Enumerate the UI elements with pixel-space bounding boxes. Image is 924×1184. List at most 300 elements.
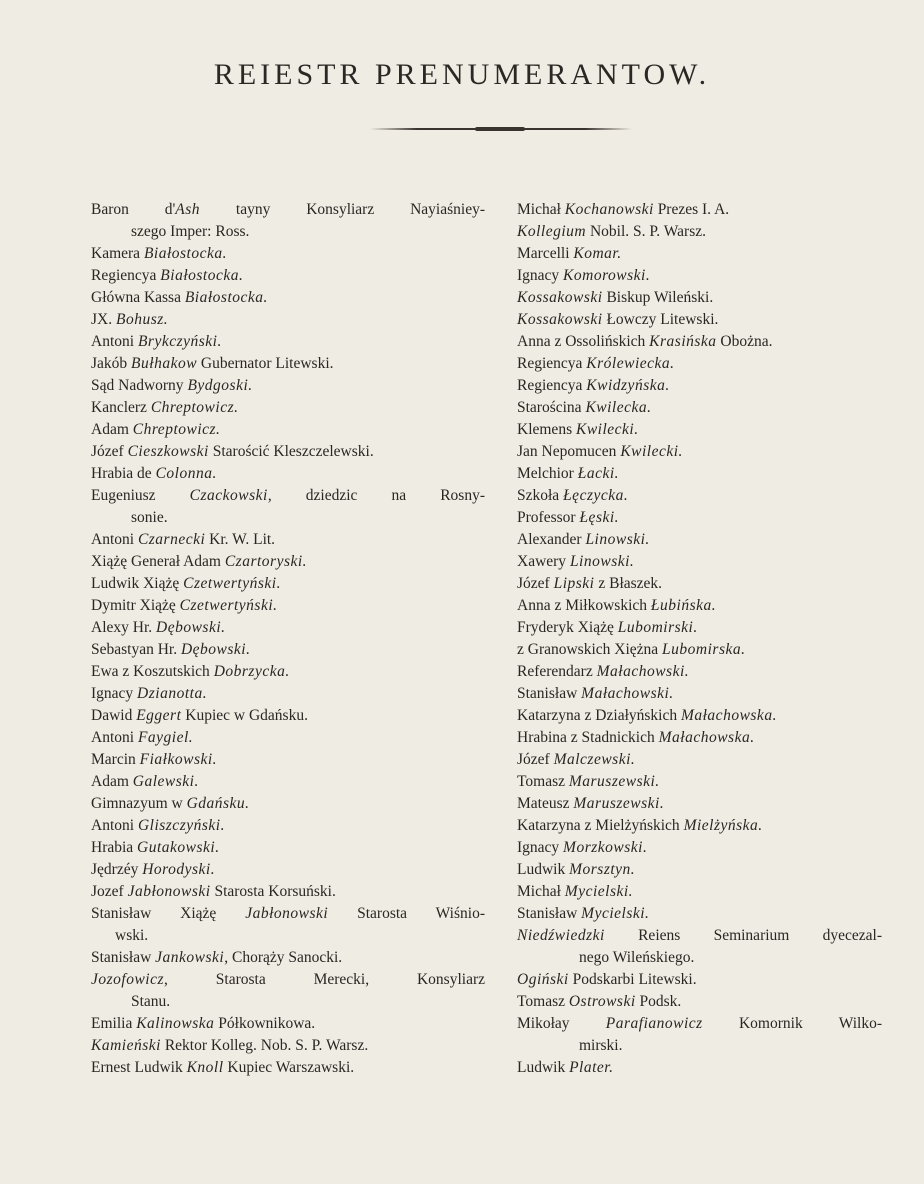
entry-text: Antoni bbox=[91, 729, 138, 746]
entry-line bbox=[517, 749, 882, 771]
subscriber-entry bbox=[517, 265, 882, 287]
surname-italic: Gliszczyński. bbox=[137, 817, 225, 834]
surname-italic: Maruszewski. bbox=[573, 795, 665, 812]
subscriber-entry bbox=[517, 815, 882, 837]
entry-line bbox=[517, 375, 882, 397]
entry-text: Podsk. bbox=[635, 993, 682, 1010]
entry-line bbox=[91, 1013, 485, 1035]
subscriber-entry bbox=[517, 309, 882, 331]
subscriber-entry bbox=[517, 925, 882, 969]
entry-text: Marcelli bbox=[517, 245, 574, 262]
entry-line bbox=[91, 815, 485, 837]
entry-text: Alexy Hr. bbox=[91, 619, 157, 636]
entry-text: Klemens bbox=[517, 421, 576, 438]
entry-text: Józef bbox=[517, 575, 554, 592]
entry-text: Hrabia de bbox=[91, 465, 156, 482]
subscriber-list-right-column bbox=[517, 199, 882, 1079]
entry-line bbox=[517, 903, 882, 925]
entry-line bbox=[91, 419, 485, 441]
subscriber-entry bbox=[91, 243, 485, 265]
surname-italic: Kwilecka. bbox=[585, 399, 652, 416]
subscriber-entry bbox=[91, 397, 485, 419]
subscriber-entry bbox=[517, 881, 882, 903]
entry-line bbox=[91, 903, 485, 925]
entry-text: Jan Nepomucen bbox=[517, 443, 621, 460]
subscriber-entry bbox=[517, 705, 882, 727]
surname-italic: Komar. bbox=[573, 245, 622, 262]
entry-text: , Starosta Merecki, Konsyliarz bbox=[164, 971, 485, 988]
surname-italic: Kwilecki. bbox=[575, 421, 639, 438]
entry-text: sonie. bbox=[131, 509, 168, 526]
subscriber-entry bbox=[517, 529, 882, 551]
entry-line bbox=[517, 1057, 882, 1079]
subscriber-entry bbox=[91, 1057, 485, 1079]
surname-italic: Białostocka. bbox=[143, 245, 227, 262]
entry-text: Marcin bbox=[91, 751, 140, 768]
entry-text: Jakób bbox=[91, 355, 132, 372]
entry-line bbox=[517, 419, 882, 441]
entry-text: Sebastyan Hr. bbox=[91, 641, 181, 658]
entry-text: szego Imper: Ross. bbox=[131, 223, 250, 240]
subscriber-entry bbox=[517, 639, 882, 661]
entry-text: Ernest Ludwik bbox=[91, 1059, 187, 1076]
entry-line bbox=[91, 793, 485, 815]
surname-italic: Kamieński bbox=[91, 1037, 161, 1054]
entry-text: Główna Kassa bbox=[91, 289, 185, 306]
subscriber-entry bbox=[91, 969, 485, 1013]
entry-line bbox=[91, 661, 485, 683]
entry-text: Professor bbox=[517, 509, 580, 526]
surname-italic: Dębowski. bbox=[156, 619, 226, 636]
entry-text: Stanu. bbox=[131, 993, 171, 1010]
entry-text: z Błaszek. bbox=[594, 575, 663, 592]
subscriber-entry bbox=[91, 617, 485, 639]
entry-text: Baron d' bbox=[91, 201, 176, 218]
surname-italic: Komorowski. bbox=[563, 267, 651, 284]
entry-text: Antoni bbox=[91, 531, 138, 548]
subscriber-entry bbox=[91, 793, 485, 815]
surname-italic: Lipski bbox=[553, 575, 595, 592]
entry-text: Józef bbox=[91, 443, 128, 460]
entry-text: Obożna. bbox=[716, 333, 773, 350]
entry-line bbox=[517, 353, 882, 375]
subscriber-entry bbox=[91, 573, 485, 595]
subscriber-entry bbox=[91, 309, 485, 331]
entry-text: Reiens Seminarium dyecezal- bbox=[604, 927, 882, 944]
surname-italic: Kwidzyńska. bbox=[586, 377, 670, 394]
surname-italic: Chreptowicz. bbox=[150, 399, 239, 416]
entry-text: Michał bbox=[517, 201, 565, 218]
subscriber-entry bbox=[91, 683, 485, 705]
surname-italic: Morsztyn. bbox=[569, 861, 636, 878]
subscriber-entry bbox=[517, 617, 882, 639]
surname-italic: Małachowska. bbox=[680, 707, 777, 724]
entry-text: Antoni bbox=[91, 333, 138, 350]
subscriber-entry bbox=[91, 199, 485, 243]
surname-italic: Łęczycka. bbox=[563, 487, 629, 504]
surname-italic: Czetwertyński. bbox=[183, 575, 281, 592]
entry-text: Ludwik bbox=[517, 861, 570, 878]
entry-text: Starościna bbox=[517, 399, 586, 416]
entry-text: Kr. W. Lit. bbox=[205, 531, 276, 548]
entry-line bbox=[91, 749, 485, 771]
entry-line bbox=[517, 661, 882, 683]
subscriber-entry bbox=[517, 771, 882, 793]
subscriber-entry bbox=[517, 463, 882, 485]
entry-text: Dymitr Xiążę bbox=[91, 597, 180, 614]
subscriber-entry bbox=[91, 595, 485, 617]
surname-italic: Białostocka. bbox=[184, 289, 268, 306]
surname-italic: Knoll bbox=[186, 1059, 224, 1076]
entry-text: Xiążę Generał Adam bbox=[91, 553, 225, 570]
entry-line bbox=[91, 441, 485, 463]
surname-italic: Ogiński bbox=[517, 971, 569, 988]
entry-text: Starościć Kleszczelewski. bbox=[208, 443, 374, 460]
subscriber-entry bbox=[517, 969, 882, 991]
entry-text: Mateusz bbox=[517, 795, 574, 812]
surname-italic: Bułhakow bbox=[131, 355, 198, 372]
entry-line bbox=[91, 771, 485, 793]
entry-line bbox=[91, 199, 485, 221]
entry-text: Łowczy Litewski. bbox=[602, 311, 719, 328]
subscriber-entry bbox=[517, 287, 882, 309]
subscriber-entry bbox=[517, 1057, 882, 1079]
surname-italic: Mielżyńska. bbox=[683, 817, 763, 834]
entry-line bbox=[517, 595, 882, 617]
subscriber-entry bbox=[91, 639, 485, 661]
surname-italic: Małachowski. bbox=[581, 685, 674, 702]
subscriber-entry bbox=[517, 441, 882, 463]
entry-line bbox=[517, 617, 882, 639]
entry-text: Hrabia bbox=[91, 839, 138, 856]
surname-italic: Malczewski. bbox=[553, 751, 636, 768]
surname-italic: Dobrzycka. bbox=[213, 663, 290, 680]
subscriber-entry bbox=[91, 331, 485, 353]
subscriber-entry bbox=[91, 463, 485, 485]
subscriber-entry bbox=[517, 595, 882, 617]
surname-italic: Jankowski bbox=[155, 949, 225, 966]
subscriber-entry bbox=[517, 991, 882, 1013]
subscriber-entry bbox=[91, 1035, 485, 1057]
subscriber-entry bbox=[517, 1013, 882, 1057]
entry-line bbox=[91, 617, 485, 639]
surname-italic: Linowski. bbox=[585, 531, 650, 548]
subscriber-entry bbox=[91, 419, 485, 441]
entry-text: Stanisław bbox=[517, 685, 582, 702]
entry-text: , dziedzic na Rosny- bbox=[267, 487, 485, 504]
entry-line bbox=[517, 1013, 882, 1035]
entry-text: Gubernator Litewski. bbox=[197, 355, 334, 372]
entry-line bbox=[91, 969, 485, 991]
entry-text: Katarzyna z Działyńskich bbox=[517, 707, 681, 724]
surname-italic: Łęski. bbox=[579, 509, 620, 526]
surname-italic: Kalinowska bbox=[136, 1015, 215, 1032]
subscriber-entry bbox=[517, 419, 882, 441]
entry-text: Ignacy bbox=[91, 685, 138, 702]
subscriber-entry bbox=[517, 353, 882, 375]
subscriber-entry bbox=[91, 485, 485, 529]
entry-text: Anna z Miłkowskich bbox=[517, 597, 651, 614]
entry-line bbox=[91, 485, 485, 507]
entry-text: mirski. bbox=[579, 1037, 623, 1054]
entry-line bbox=[91, 309, 485, 331]
entry-text: Gimnazyum w bbox=[91, 795, 187, 812]
subscriber-entry bbox=[517, 331, 882, 353]
entry-line bbox=[91, 265, 485, 287]
surname-italic: Kossakowski bbox=[517, 289, 603, 306]
entry-text: Adam bbox=[91, 773, 133, 790]
subscriber-entry bbox=[91, 1013, 485, 1035]
entry-text: Nobil. S. P. Warsz. bbox=[586, 223, 706, 240]
subscriber-entry bbox=[91, 441, 485, 463]
entry-line bbox=[91, 507, 485, 529]
entry-line bbox=[91, 221, 485, 243]
entry-text: Półkownikowa. bbox=[214, 1015, 316, 1032]
entry-text: Jozef bbox=[91, 883, 128, 900]
subscriber-entry bbox=[91, 551, 485, 573]
entry-text: Starosta Korsuński. bbox=[210, 883, 336, 900]
surname-italic: Czartoryski. bbox=[224, 553, 308, 570]
surname-italic: Czetwertyński. bbox=[179, 597, 278, 614]
subscriber-entry bbox=[91, 265, 485, 287]
entry-text: Regiencya bbox=[91, 267, 161, 284]
entry-line bbox=[517, 925, 882, 947]
surname-italic: Galewski. bbox=[132, 773, 199, 790]
surname-italic: Colonna. bbox=[155, 465, 217, 482]
subscriber-entry bbox=[91, 837, 485, 859]
entry-line bbox=[91, 243, 485, 265]
subscriber-entry bbox=[517, 551, 882, 573]
entry-line bbox=[91, 375, 485, 397]
subscriber-entry bbox=[91, 353, 485, 375]
subscriber-entry bbox=[91, 287, 485, 309]
subscriber-entry bbox=[517, 837, 882, 859]
entry-text: Biskup Wileński. bbox=[602, 289, 714, 306]
entry-line bbox=[517, 265, 882, 287]
entry-text: Ignacy bbox=[517, 839, 564, 856]
entry-text: Ignacy bbox=[517, 267, 564, 284]
entry-text: Fryderyk Xiążę bbox=[517, 619, 618, 636]
entry-text: Stanisław bbox=[517, 905, 582, 922]
surname-italic: Jabłonowski bbox=[245, 905, 329, 922]
surname-italic: Horodyski. bbox=[142, 861, 216, 878]
surname-italic: Bydgoski. bbox=[187, 377, 253, 394]
entry-line bbox=[517, 727, 882, 749]
surname-italic: Eggert bbox=[136, 707, 182, 724]
entry-line bbox=[517, 837, 882, 859]
entry-line bbox=[517, 815, 882, 837]
entry-text: Kamera bbox=[91, 245, 144, 262]
entry-text: Kupiec w Gdańsku. bbox=[181, 707, 308, 724]
entry-text: nego Wileńskiego. bbox=[579, 949, 695, 966]
subscriber-entry bbox=[91, 903, 485, 947]
entry-text: Alexander bbox=[517, 531, 586, 548]
entry-line bbox=[91, 529, 485, 551]
entry-line bbox=[517, 793, 882, 815]
surname-italic: Czackowski bbox=[189, 487, 268, 504]
entry-line bbox=[517, 529, 882, 551]
subscriber-entry bbox=[517, 221, 882, 243]
entry-line bbox=[517, 991, 882, 1013]
entry-text: Ludwik Xiążę bbox=[91, 575, 184, 592]
entry-line bbox=[517, 705, 882, 727]
entry-text: Referendarz bbox=[517, 663, 597, 680]
entry-line bbox=[91, 353, 485, 375]
subscriber-entry bbox=[91, 881, 485, 903]
surname-italic: Jabłonowski bbox=[127, 883, 211, 900]
surname-italic: Chreptowicz. bbox=[132, 421, 221, 438]
entry-text: Szkoła bbox=[517, 487, 564, 504]
entry-text: Regiencya bbox=[517, 355, 587, 372]
subscriber-entry bbox=[517, 573, 882, 595]
entry-text: tayny Konsyliarz Nayiaśniey- bbox=[200, 201, 485, 218]
entry-text: Ludwik bbox=[517, 1059, 570, 1076]
entry-line bbox=[91, 925, 485, 947]
surname-italic: Jozofowicz bbox=[91, 971, 165, 988]
surname-italic: Mycielski. bbox=[564, 883, 634, 900]
subscriber-entry bbox=[517, 397, 882, 419]
entry-line bbox=[517, 309, 882, 331]
entry-line bbox=[91, 1035, 485, 1057]
surname-italic: Bohusz. bbox=[115, 311, 169, 328]
surname-italic: Białostocka. bbox=[160, 267, 244, 284]
subscriber-entry bbox=[91, 749, 485, 771]
entry-text: Adam bbox=[91, 421, 133, 438]
entry-text: Jędrzéy bbox=[91, 861, 143, 878]
surname-italic: Kollegium bbox=[517, 223, 587, 240]
entry-text: Eugeniusz bbox=[91, 487, 190, 504]
surname-italic: Cieszkowski bbox=[127, 443, 209, 460]
entry-line bbox=[91, 705, 485, 727]
surname-italic: Ash bbox=[175, 201, 201, 218]
entry-line bbox=[91, 287, 485, 309]
entry-text: Komornik Wilko- bbox=[702, 1015, 882, 1032]
entry-line bbox=[91, 881, 485, 903]
entry-line bbox=[517, 683, 882, 705]
entry-line bbox=[517, 573, 882, 595]
entry-text: Ewa z Koszutskich bbox=[91, 663, 214, 680]
entry-line bbox=[517, 221, 882, 243]
subscriber-entry bbox=[517, 903, 882, 925]
subscriber-entry bbox=[91, 859, 485, 881]
entry-line bbox=[517, 507, 882, 529]
subscriber-entry bbox=[517, 859, 882, 881]
surname-italic: Niedźwiedzki bbox=[517, 927, 605, 944]
entry-line bbox=[517, 859, 882, 881]
entry-line bbox=[91, 551, 485, 573]
entry-line bbox=[517, 287, 882, 309]
entry-line bbox=[91, 859, 485, 881]
subscriber-entry bbox=[517, 243, 882, 265]
surname-italic: Królewiecka. bbox=[586, 355, 675, 372]
surname-italic: Kochanowski bbox=[564, 201, 654, 218]
entry-line bbox=[91, 727, 485, 749]
surname-italic: Gutakowski. bbox=[137, 839, 220, 856]
entry-line bbox=[517, 947, 882, 969]
entry-text: Michał bbox=[517, 883, 565, 900]
entry-line bbox=[91, 683, 485, 705]
entry-line bbox=[517, 485, 882, 507]
surname-italic: Gdańsku. bbox=[186, 795, 250, 812]
entry-text: Kanclerz bbox=[91, 399, 151, 416]
surname-italic: Krasińska bbox=[649, 333, 717, 350]
entry-text: Prezes I. A. bbox=[653, 201, 730, 218]
entry-text: Podskarbi Litewski. bbox=[568, 971, 697, 988]
page-title: REIESTR PRENUMERANTOW. bbox=[213, 58, 711, 91]
subscriber-entry bbox=[517, 727, 882, 749]
entry-text: Józef bbox=[517, 751, 554, 768]
surname-italic: Mycielski. bbox=[581, 905, 650, 922]
subscriber-entry bbox=[517, 375, 882, 397]
subscriber-entry bbox=[91, 771, 485, 793]
subscriber-entry bbox=[91, 661, 485, 683]
surname-italic: Czarnecki bbox=[137, 531, 206, 548]
entry-line bbox=[517, 199, 882, 221]
subscriber-entry bbox=[91, 947, 485, 969]
subscriber-entry bbox=[91, 815, 485, 837]
entry-line bbox=[517, 881, 882, 903]
subscriber-entry bbox=[517, 749, 882, 771]
entry-text: Stanisław Xiążę bbox=[91, 905, 246, 922]
entry-line bbox=[517, 1035, 882, 1057]
entry-line bbox=[517, 551, 882, 573]
entry-line bbox=[91, 991, 485, 1013]
entry-text: Stanisław bbox=[91, 949, 156, 966]
surname-italic: Lubomirska. bbox=[662, 641, 746, 658]
subscriber-entry bbox=[91, 705, 485, 727]
subscriber-entry bbox=[517, 199, 882, 221]
subscriber-list-left-column bbox=[91, 199, 485, 1079]
surname-italic: Parafianowicz bbox=[605, 1015, 703, 1032]
entry-line bbox=[91, 1057, 485, 1079]
entry-line bbox=[91, 837, 485, 859]
entry-line bbox=[517, 463, 882, 485]
entry-line bbox=[91, 463, 485, 485]
subscriber-entry bbox=[517, 793, 882, 815]
entry-text: Tomasz bbox=[517, 773, 569, 790]
surname-italic: Maruszewski. bbox=[568, 773, 660, 790]
subscriber-entry bbox=[91, 375, 485, 397]
entry-text: Antoni bbox=[91, 817, 138, 834]
subscriber-entry bbox=[517, 485, 882, 507]
entry-text: Regiencya bbox=[517, 377, 587, 394]
entry-text: z Granowskich Xiężna bbox=[517, 641, 663, 658]
surname-italic: Łacki. bbox=[577, 465, 620, 482]
surname-italic: Kwilecki. bbox=[620, 443, 683, 460]
entry-text: Xawery bbox=[517, 553, 570, 570]
subscriber-entry bbox=[91, 529, 485, 551]
surname-italic: Kossakowski bbox=[517, 311, 603, 328]
entry-line bbox=[517, 331, 882, 353]
entry-line bbox=[517, 639, 882, 661]
surname-italic: Ostrowski bbox=[568, 993, 636, 1010]
entry-text: Sąd Nadworny bbox=[91, 377, 188, 394]
entry-line bbox=[517, 441, 882, 463]
surname-italic: Plater. bbox=[569, 1059, 614, 1076]
surname-italic: Małachowska. bbox=[658, 729, 755, 746]
surname-italic: Fiałkowski. bbox=[139, 751, 218, 768]
entry-text: Katarzyna z Mielżyńskich bbox=[517, 817, 684, 834]
surname-italic: Dębowski. bbox=[180, 641, 251, 658]
surname-italic: Linowski. bbox=[569, 553, 635, 570]
entry-line bbox=[91, 397, 485, 419]
subscriber-entry bbox=[517, 661, 882, 683]
entry-text: Hrabina z Stadnickich bbox=[517, 729, 659, 746]
entry-text: JX. bbox=[91, 311, 116, 328]
surname-italic: Morzkowski. bbox=[563, 839, 648, 856]
entry-line bbox=[91, 947, 485, 969]
surname-italic: Dzianotta. bbox=[137, 685, 208, 702]
